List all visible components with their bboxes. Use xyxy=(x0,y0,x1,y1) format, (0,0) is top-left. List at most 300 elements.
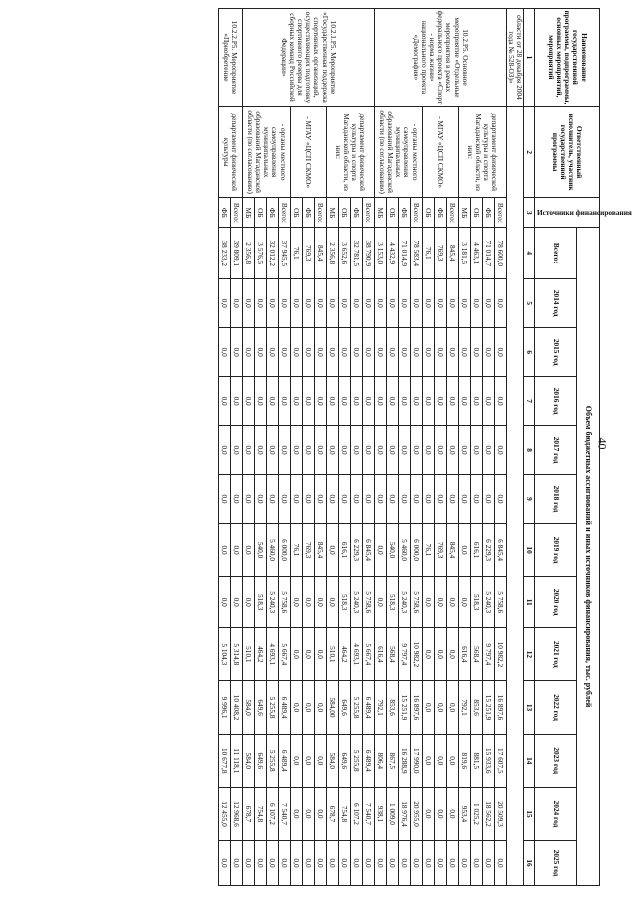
table-row xyxy=(314,9,326,886)
column-index: 16 xyxy=(524,841,535,886)
header-source-text: Источники финансирования xyxy=(537,207,632,217)
row-value: 0,0 xyxy=(266,279,278,328)
row-value: 6 229,3 xyxy=(482,523,494,576)
row-value: 0,0 xyxy=(326,475,338,524)
table-row xyxy=(506,9,523,886)
row-value: 0,0 xyxy=(290,787,302,840)
row-value: 0,0 xyxy=(218,475,230,524)
row-value: 0,0 xyxy=(338,475,350,524)
row-value: 76,1 xyxy=(290,523,302,576)
row-value: 0,0 xyxy=(290,841,302,886)
row-value: 0,0 xyxy=(338,426,350,475)
row-value: 464,2 xyxy=(338,628,350,681)
row-value: 0,0 xyxy=(446,577,458,628)
row-value: 0,0 xyxy=(230,328,242,377)
row-value: 0,0 xyxy=(278,279,290,328)
row-total: 3 576,5 xyxy=(254,228,266,279)
row-value: 616,1 xyxy=(470,523,482,576)
row-value: 18 562,2 xyxy=(482,787,494,840)
row-value: 616,1 xyxy=(338,523,350,576)
row-value: 0,0 xyxy=(386,426,398,475)
column-index: 14 xyxy=(524,734,535,787)
row-value: 0,0 xyxy=(302,577,314,628)
row-value: 0,0 xyxy=(386,279,398,328)
row-source: Всего: xyxy=(278,198,290,228)
row-value: 0,0 xyxy=(242,426,254,475)
row-value: 0,0 xyxy=(422,279,434,328)
row-value: 0,0 xyxy=(218,426,230,475)
row-value: 0,0 xyxy=(302,841,314,886)
table-row xyxy=(362,9,374,886)
header-year: 2023 год xyxy=(535,734,577,787)
row-value: 584,0 xyxy=(326,734,338,787)
column-index: 13 xyxy=(524,681,535,734)
column-index: 15 xyxy=(524,787,535,840)
row-value: 0,0 xyxy=(290,681,302,734)
row-value: 464,2 xyxy=(254,628,266,681)
row-value: 0,0 xyxy=(338,279,350,328)
row-value: 10 982,2 xyxy=(410,628,422,681)
column-index: 11 xyxy=(524,577,535,628)
header-year: 2018 год xyxy=(535,475,577,524)
row-value: 16 288,9 xyxy=(398,734,410,787)
row-value: 0,0 xyxy=(422,577,434,628)
row-value: 0,0 xyxy=(410,475,422,524)
row-value: 0,0 xyxy=(446,681,458,734)
row-value: 16 897,6 xyxy=(410,681,422,734)
row-value: 6 000,0 xyxy=(410,523,422,576)
row-value: 678,7 xyxy=(242,787,254,840)
column-index: 3 xyxy=(524,198,535,228)
row-responsible: департамент физической культуры и спорта Магаданской области, из них: xyxy=(326,106,374,198)
row-value: 0,0 xyxy=(218,377,230,426)
row-value: 0,0 xyxy=(266,426,278,475)
row-value: 0,0 xyxy=(422,841,434,886)
row-value: 0,0 xyxy=(218,279,230,328)
table-row xyxy=(278,9,290,886)
row-value: 806,4 xyxy=(374,734,386,787)
row-value: 0,0 xyxy=(218,841,230,886)
row-value: 568,4 xyxy=(470,628,482,681)
row-value: 568,4 xyxy=(386,628,398,681)
row-value: 0,0 xyxy=(458,475,470,524)
row-value: 0,0 xyxy=(410,426,422,475)
row-value: 0,0 xyxy=(434,841,446,886)
header-total: Всего: xyxy=(535,228,577,279)
row-name: 10.2.1.Р5. Мероприятие «Государственная поддержка спортивных организаций, осуществляющих подготовку спортивного резерва для сборных команд Российской Федерации» xyxy=(242,9,374,107)
row-value: 0,0 xyxy=(254,328,266,377)
row-total: 845,4 xyxy=(446,228,458,279)
row-total: 78 600,0 xyxy=(494,228,506,279)
row-value: 0,0 xyxy=(302,681,314,734)
row-total: 76,1 xyxy=(422,228,434,279)
row-source: МБ xyxy=(242,198,254,228)
row-value: 0,0 xyxy=(434,328,446,377)
row-total: 769,3 xyxy=(302,228,314,279)
row-value: 0,0 xyxy=(242,841,254,886)
row-value: 0,0 xyxy=(482,377,494,426)
row-source: Всего: xyxy=(410,198,422,228)
header-year: 2015 год xyxy=(535,328,577,377)
row-value: 0,0 xyxy=(482,279,494,328)
row-value: 0,0 xyxy=(266,841,278,886)
row-value: 853,6 xyxy=(470,681,482,734)
row-value: 0,0 xyxy=(410,328,422,377)
row-value: 0,0 xyxy=(386,377,398,426)
row-value: 0,0 xyxy=(458,377,470,426)
row-value: 5 758,6 xyxy=(278,577,290,628)
row-value: 0,0 xyxy=(350,841,362,886)
row-value: 12 968,6 xyxy=(230,787,242,840)
row-value: 5 758,6 xyxy=(362,577,374,628)
row-value: 649,6 xyxy=(254,681,266,734)
row-value: 540,0 xyxy=(386,523,398,576)
header-year: 2022 год xyxy=(535,681,577,734)
row-value: 1 025,2 xyxy=(470,787,482,840)
row-value: 0,0 xyxy=(482,841,494,886)
row-value: 0,0 xyxy=(326,841,338,886)
row-value: 5 255,8 xyxy=(350,681,362,734)
row-value: 845,4 xyxy=(314,523,326,576)
header-source xyxy=(535,198,632,228)
row-value: 584,00 xyxy=(326,681,338,734)
row-total: 4 432,9 xyxy=(386,228,398,279)
row-value: 0,0 xyxy=(386,328,398,377)
header-name: Наименование государственной программы, подпрограммы, основных мероприятий, мероприятий xyxy=(535,9,600,107)
row-value: 5 104,3 xyxy=(218,628,230,681)
budget-table-rotated xyxy=(40,8,632,886)
row-value: 754,8 xyxy=(254,787,266,840)
row-value: 0,0 xyxy=(434,279,446,328)
row-value: 0,0 xyxy=(398,426,410,475)
row-value: 0,0 xyxy=(314,426,326,475)
row-value: 0,0 xyxy=(422,681,434,734)
row-responsible: - органы местного самоуправления муниципальных образований Магаданской области (по согласованию) xyxy=(242,106,290,198)
column-index: 2 xyxy=(524,106,535,198)
row-value: 0,0 xyxy=(482,328,494,377)
row-value: 584,0 xyxy=(242,734,254,787)
row-total: 3 181,5 xyxy=(458,228,470,279)
row-value: 0,0 xyxy=(374,475,386,524)
column-index: 8 xyxy=(524,426,535,475)
row-value: 6 000,0 xyxy=(278,523,290,576)
row-value: 5 240,3 xyxy=(482,577,494,628)
row-value: 0,0 xyxy=(374,426,386,475)
row-total: 32 012,2 xyxy=(266,228,278,279)
row-source: ОБ xyxy=(290,198,302,228)
row-value: 853,6 xyxy=(386,681,398,734)
row-total: 2 356,8 xyxy=(242,228,254,279)
row-value: 0,0 xyxy=(446,787,458,840)
row-value: 540,0 xyxy=(254,523,266,576)
row-value: 845,4 xyxy=(446,523,458,576)
row-value: 0,0 xyxy=(242,279,254,328)
row-value: 510,1 xyxy=(326,628,338,681)
row-value: 10 677,8 xyxy=(218,734,230,787)
row-value: 5 255,8 xyxy=(266,734,278,787)
row-value: 0,0 xyxy=(422,328,434,377)
row-value: 5 667,4 xyxy=(278,628,290,681)
row-value: 0,0 xyxy=(422,787,434,840)
row-value: 5 667,4 xyxy=(362,628,374,681)
row-value: 518,3 xyxy=(338,577,350,628)
row-value: 0,0 xyxy=(398,841,410,886)
row-source: Всего: xyxy=(314,198,326,228)
table-row xyxy=(494,9,506,886)
table-row xyxy=(230,9,242,886)
row-value: 18 976,4 xyxy=(398,787,410,840)
row-value: 0,0 xyxy=(326,377,338,426)
row-value: 6 845,4 xyxy=(494,523,506,576)
row-value: 0,0 xyxy=(302,279,314,328)
row-value: 0,0 xyxy=(434,426,446,475)
row-source: МБ xyxy=(374,198,386,228)
table-row xyxy=(410,9,422,886)
empty-cell xyxy=(506,106,523,885)
row-value: 881,5 xyxy=(470,734,482,787)
row-total: 76,1 xyxy=(290,228,302,279)
row-total: 39 809,1 xyxy=(230,228,242,279)
row-value: 0,0 xyxy=(230,523,242,576)
header-year: 2025 год xyxy=(535,841,577,886)
row-value: 6 489,4 xyxy=(278,734,290,787)
row-value: 5 240,3 xyxy=(266,577,278,628)
row-value: 0,0 xyxy=(410,279,422,328)
row-value: 0,0 xyxy=(446,426,458,475)
row-value: 0,0 xyxy=(230,475,242,524)
row-value: 9 797,4 xyxy=(482,628,494,681)
row-value: 0,0 xyxy=(290,328,302,377)
row-source: МБ xyxy=(326,198,338,228)
row-value: 0,0 xyxy=(362,426,374,475)
row-value: 518,3 xyxy=(254,577,266,628)
row-value: 15 251,9 xyxy=(398,681,410,734)
column-index: 9 xyxy=(524,475,535,524)
row-value: 15 251,9 xyxy=(482,681,494,734)
row-value: 5 758,6 xyxy=(494,577,506,628)
row-value: 769,3 xyxy=(302,523,314,576)
row-value: 0,0 xyxy=(434,628,446,681)
row-value: 0,0 xyxy=(326,328,338,377)
row-value: 649,6 xyxy=(338,681,350,734)
row-total: 71 014,9 xyxy=(398,228,410,279)
row-value: 20 509,3 xyxy=(494,787,506,840)
row-value: 0,0 xyxy=(434,787,446,840)
row-value: 0,0 xyxy=(446,279,458,328)
row-value: 0,0 xyxy=(218,577,230,628)
row-value: 0,0 xyxy=(254,426,266,475)
row-value: 0,0 xyxy=(302,475,314,524)
row-value: 616,4 xyxy=(374,628,386,681)
row-value: 0,0 xyxy=(290,475,302,524)
row-value: 0,0 xyxy=(374,279,386,328)
row-value: 0,0 xyxy=(338,841,350,886)
column-index: 5 xyxy=(524,279,535,328)
row-source: ОБ xyxy=(338,198,350,228)
header-year: 2014 год xyxy=(535,279,577,328)
row-value: 5 460,0 xyxy=(398,523,410,576)
column-index: 1 xyxy=(524,9,535,107)
row-value: 0,0 xyxy=(278,841,290,886)
column-index: 10 xyxy=(524,523,535,576)
row-value: 0,0 xyxy=(422,734,434,787)
row-value: 0,0 xyxy=(290,426,302,475)
row-value: 0,0 xyxy=(350,377,362,426)
row-value: 6 489,4 xyxy=(362,681,374,734)
row-value: 0,0 xyxy=(386,841,398,886)
row-value: 0,0 xyxy=(494,377,506,426)
row-value: 649,6 xyxy=(254,734,266,787)
row-value: 5 255,8 xyxy=(350,734,362,787)
row-value: 6 489,4 xyxy=(362,734,374,787)
row-value: 0,0 xyxy=(278,426,290,475)
row-value: 0,0 xyxy=(254,377,266,426)
row-value: 0,0 xyxy=(242,377,254,426)
row-value: 616,4 xyxy=(458,628,470,681)
row-value: 0,0 xyxy=(254,841,266,886)
row-value: 6 845,4 xyxy=(362,523,374,576)
row-value: 0,0 xyxy=(470,279,482,328)
row-value: 20 955,0 xyxy=(410,787,422,840)
row-value: 0,0 xyxy=(482,426,494,475)
row-value: 938,1 xyxy=(374,787,386,840)
row-source: ОБ xyxy=(470,198,482,228)
row-value: 0,0 xyxy=(374,577,386,628)
row-value: 0,0 xyxy=(242,577,254,628)
row-value: 819,6 xyxy=(458,734,470,787)
row-value: 0,0 xyxy=(350,328,362,377)
row-value: 0,0 xyxy=(458,523,470,576)
row-value: 7 540,7 xyxy=(362,787,374,840)
row-value: 10 982,2 xyxy=(494,628,506,681)
row-value: 0,0 xyxy=(314,328,326,377)
row-value: 0,0 xyxy=(422,475,434,524)
row-value: 0,0 xyxy=(314,377,326,426)
row-value: 0,0 xyxy=(218,328,230,377)
row-value: 4 693,1 xyxy=(266,628,278,681)
row-value: 0,0 xyxy=(458,841,470,886)
row-value: 6 107,2 xyxy=(350,787,362,840)
row-value: 0,0 xyxy=(446,377,458,426)
row-value: 0,0 xyxy=(422,628,434,681)
row-value: 0,0 xyxy=(302,426,314,475)
row-total: 71 014,7 xyxy=(482,228,494,279)
row-value: 0,0 xyxy=(302,734,314,787)
row-value: 0,0 xyxy=(434,377,446,426)
row-value: 953,4 xyxy=(458,787,470,840)
row-value: 0,0 xyxy=(374,328,386,377)
row-value: 0,0 xyxy=(470,841,482,886)
row-value: 0,0 xyxy=(230,377,242,426)
row-value: 0,0 xyxy=(362,328,374,377)
row-source: ФБ xyxy=(302,198,314,228)
row-value: 0,0 xyxy=(494,841,506,886)
row-value: 5 240,3 xyxy=(350,577,362,628)
table-row xyxy=(446,9,458,886)
header-year: 2017 год xyxy=(535,426,577,475)
row-value: 0,0 xyxy=(446,841,458,886)
row-value: 0,0 xyxy=(314,279,326,328)
row-value: 0,0 xyxy=(362,279,374,328)
row-value: 0,0 xyxy=(458,577,470,628)
row-value: 0,0 xyxy=(302,628,314,681)
row-value: 0,0 xyxy=(350,279,362,328)
row-value: 0,0 xyxy=(434,681,446,734)
row-responsible: департамент физической культуры xyxy=(218,106,242,198)
row-value: 0,0 xyxy=(398,377,410,426)
header-year: 2016 год xyxy=(535,377,577,426)
row-total: 3 153,0 xyxy=(374,228,386,279)
row-value: 7 540,7 xyxy=(278,787,290,840)
row-value: 0,0 xyxy=(290,577,302,628)
row-source: ФБ xyxy=(350,198,362,228)
row-value: 0,0 xyxy=(230,279,242,328)
row-value: 9 797,4 xyxy=(398,628,410,681)
row-value: 0,0 xyxy=(326,523,338,576)
row-value: 0,0 xyxy=(314,734,326,787)
row-value: 76,1 xyxy=(422,523,434,576)
row-value: 6 229,3 xyxy=(350,523,362,576)
row-value: 0,0 xyxy=(434,577,446,628)
row-value: 0,0 xyxy=(314,628,326,681)
row-value: 16 897,6 xyxy=(494,681,506,734)
column-index: 12 xyxy=(524,628,535,681)
row-value: 0,0 xyxy=(326,577,338,628)
row-value: 0,0 xyxy=(326,426,338,475)
row-value: 5 314,8 xyxy=(230,628,242,681)
row-source: ФБ xyxy=(434,198,446,228)
row-source: ОБ xyxy=(254,198,266,228)
row-value: 510,1 xyxy=(242,628,254,681)
row-value: 0,0 xyxy=(242,523,254,576)
row-value: 0,0 xyxy=(446,734,458,787)
row-total: 3 652,6 xyxy=(338,228,350,279)
header-year: 2021 год xyxy=(535,628,577,681)
row-value: 10 408,2 xyxy=(230,681,242,734)
row-value: 0,0 xyxy=(494,426,506,475)
row-value: 0,0 xyxy=(302,328,314,377)
row-value: 0,0 xyxy=(266,377,278,426)
column-index: 6 xyxy=(524,328,535,377)
row-total: 4 463,1 xyxy=(470,228,482,279)
row-value: 0,0 xyxy=(494,328,506,377)
row-value: 0,0 xyxy=(338,377,350,426)
row-source: Всего: xyxy=(230,198,242,228)
row-total: 78 583,4 xyxy=(410,228,422,279)
row-value: 0,0 xyxy=(494,279,506,328)
row-value: 6 489,4 xyxy=(278,681,290,734)
row-value: 12 455,0 xyxy=(218,787,230,840)
row-value: 0,0 xyxy=(314,577,326,628)
row-value: 0,0 xyxy=(266,475,278,524)
row-value: 0,0 xyxy=(302,377,314,426)
row-value: 0,0 xyxy=(314,681,326,734)
row-value: 0,0 xyxy=(350,475,362,524)
row-value: 0,0 xyxy=(278,377,290,426)
row-value: 0,0 xyxy=(350,426,362,475)
row-total: 38 790,9 xyxy=(362,228,374,279)
row-value: 0,0 xyxy=(302,787,314,840)
row-value: 5 255,8 xyxy=(266,681,278,734)
row-value: 0,0 xyxy=(254,475,266,524)
row-value: 0,0 xyxy=(230,841,242,886)
row-responsible: - МГАУ «ЦСП СКМО» xyxy=(290,106,326,198)
row-value: 0,0 xyxy=(458,279,470,328)
row-value: 0,0 xyxy=(290,628,302,681)
row-value: 9 996,1 xyxy=(218,681,230,734)
row-value: 0,0 xyxy=(434,734,446,787)
row-value: 0,0 xyxy=(290,734,302,787)
